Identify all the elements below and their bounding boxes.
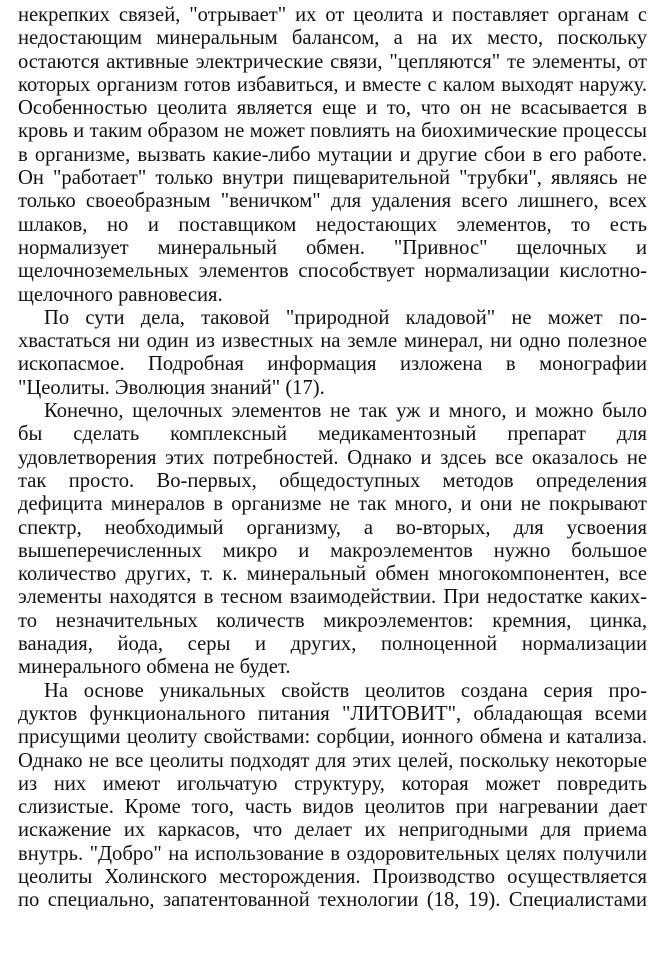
text-line: шлаков, но и поставщиком недостающих элементов, то есть [18,213,647,236]
text-line: ископасмое. Подробная информация изложена в монографии [18,353,647,376]
text-line: которых организм готов избавиться, и вместе с калом выходят наружу. [18,73,647,96]
text-line: щелочного равновесия. [18,283,223,306]
text-line: Конечно, щелочных элементов не так уж и много, и можно было [44,400,647,423]
text-line: Он "работает" только внутри пищеварительной "трубки", являясь не [18,167,647,190]
text-line: дефицита минералов в организме не так много, и они не покрывают [18,493,647,516]
text-line: Однако не все цеолиты подходят для этих целей, поскольку некоторые [18,749,647,772]
text-line: остаются активные электрические связи, "цепляются" те элементы, от [18,50,647,73]
text-line: присущими цеолиту свойствами: сорбции, ионного обмена и катализа. [18,726,647,749]
text-line: цеолиты Холинского месторождения. Производство осуществляется [18,865,647,888]
text-line: удовлетворения этих потребностей. Однако и здсеь все оказалось не [18,446,647,469]
text-line: ванадия, йода, серы и других, полноценной нормализации [18,633,647,656]
text-line: бы сделать комплексный медикаментозный препарат для [18,423,647,446]
paragraph-1 [18,4,647,307]
text-line: По сути дела, таковой "природной кладовой" не может по- [44,306,647,329]
paragraph-3 [18,400,647,680]
text-line: Особенностью цеолита является еще и то, что он не всасывается в [18,97,647,120]
text-line: из них имеют игольчатую структуру, которая может повредить [18,772,647,795]
text-line: слизистые. Кроме того, часть видов цеолитов при нагревании дает [18,796,647,819]
text-line: по специально, запатентованной технологии (18, 19). Специалистами [18,889,647,912]
text-line: На основе уникальных свойств цеолитов создана серия про- [44,679,647,702]
text-line: только своеобразным "веничком" для удаления всего лишнего, всех [18,190,647,213]
text-line: минерального обмена не будет. [18,656,291,679]
text-line: количество других, т. к. минеральный обмен многокомпонентен, все [18,563,647,586]
text-line: спектр, необходимый организму, а во-вторых, для усвоения [18,516,647,539]
text-line: в организме, вызвать какие-либо мутации и другие сбои в его работе. [18,143,647,166]
text-line: "Цеолиты. Эволюция знаний" (17). [18,376,325,399]
text-line: элементы находятся в тесном взаимодействии. При недостатке каких- [18,586,647,609]
text-line: вышеперечисленных микро и макроэлементов нужно большое [18,539,647,562]
text-line: нормализует минеральный обмен. "Привнос" щелочных и [18,236,647,259]
text-line: то незначительных количеств микроэлементов: кремния, цинка, [18,609,647,632]
paragraph-4 [18,680,647,913]
text-line: кровь и таким образом не может повлиять на биохимические процессы [18,120,647,143]
text-line: щелочноземельных элементов способствует нормализации кислотно- [18,260,647,283]
text-line: внутрь. "Добро" на использование в оздоровительных целях получили [18,842,647,865]
text-line: искажение их каркасов, что делает их непригодными для приема [18,819,647,842]
text-line: так просто. Во-первых, общедоступных методов определения [18,469,647,492]
text-line: хвастаться ни один из известных на земле минерал, ни одно полезное [18,330,647,353]
text-line: дуктов функционального питания "ЛИТОВИТ", обладающая всеми [18,702,647,725]
text-line: недостающим минеральным балансом, а на их место, поскольку [18,27,647,50]
text-line: некрепких связей, "отрывает" их от цеолита и поставляет органам с [18,4,647,26]
paragraph-2 [18,307,647,400]
